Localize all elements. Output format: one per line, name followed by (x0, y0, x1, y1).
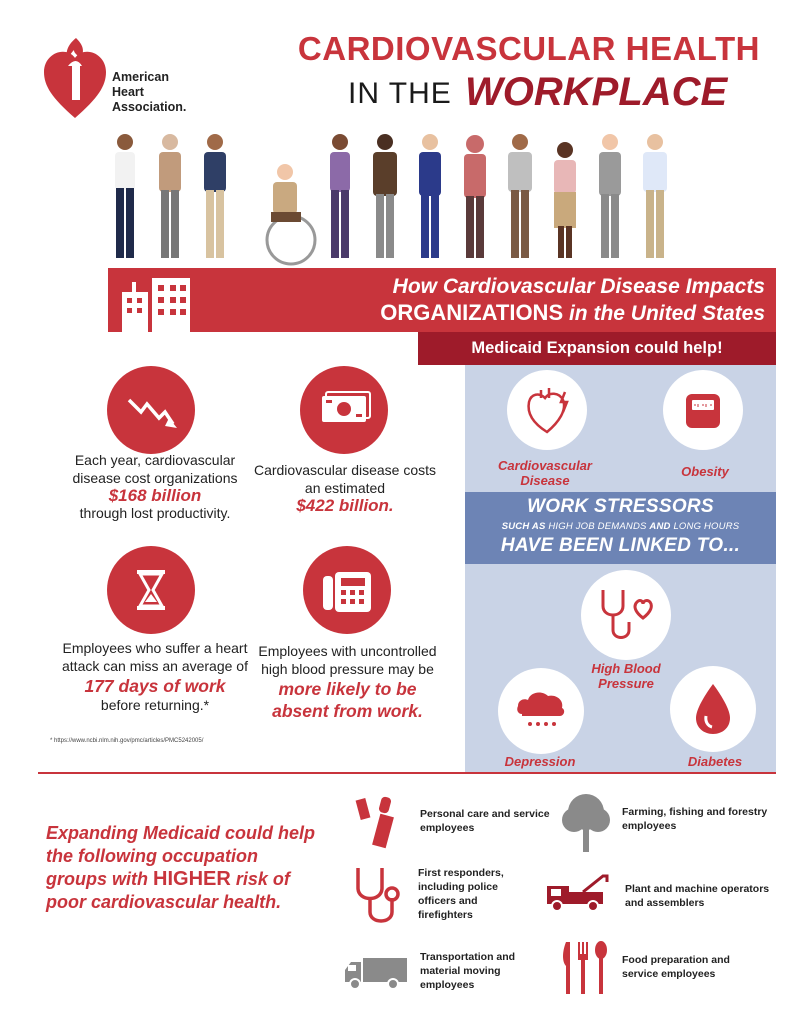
title-workplace: WORKPLACE (465, 70, 728, 114)
logo-wordmark (112, 70, 186, 115)
stat-highlight: $422 billion. (296, 496, 394, 515)
utensils-icon (558, 940, 612, 996)
buildings-icon (118, 270, 198, 332)
truck-icon (343, 952, 411, 992)
hourglass-icon (107, 546, 195, 634)
condition-label: Obesity (681, 464, 729, 479)
phone-icon (303, 546, 391, 634)
page-title: CARDIOVASCULAR HEALTH (297, 30, 760, 67)
condition-label: Diabetes (687, 754, 743, 769)
callout-text: risk of poor cardiovascular health. (46, 869, 290, 912)
stethoscope-icon (350, 862, 406, 930)
scale-icon (663, 370, 743, 450)
cloud-icon (498, 668, 584, 754)
logo-line: Association. (112, 100, 187, 114)
occupation-label: First responders, including police officers and firefighters (418, 867, 504, 921)
stat-lost-productivity (55, 452, 255, 522)
condition-circle (498, 668, 584, 754)
callout-higher: HIGHER (153, 868, 231, 890)
occupation-label: Plant and machine operators and assemblers (625, 883, 770, 909)
stat-text: before returning.* (100, 697, 210, 713)
stressors-and: AND (649, 521, 671, 532)
stressors-long-hours: LONG HOURS (673, 521, 740, 532)
condition-label: High Blood Pressure (591, 661, 661, 691)
stressors-high-demands: HIGH JOB DEMANDS (548, 521, 647, 532)
money-icon (300, 366, 388, 454)
condition-circle (581, 570, 671, 660)
stressors-examples (465, 521, 776, 532)
occupation-label: Food preparation and service employees (622, 954, 730, 980)
stat-circle (107, 546, 195, 634)
stat-circle (300, 366, 388, 454)
stat-days-missed (45, 640, 265, 715)
condition-circle (663, 370, 743, 450)
condition-circle (507, 370, 587, 450)
tree-icon (556, 790, 616, 854)
stressors-heading: WORK STRESSORS (527, 496, 714, 517)
medicaid-callout: Medicaid Expansion could help! (418, 332, 776, 365)
stat-text: Employees with uncontrolled high blood pressure may be (258, 643, 437, 677)
stat-text: through lost productivity. (79, 504, 231, 521)
stat-highlight: 177 days of work (84, 676, 226, 696)
condition-circle (670, 666, 756, 752)
stethoscope-heart-icon (581, 570, 671, 660)
stat-estimated-cost (250, 462, 440, 515)
condition-label: Cardiovascular Disease (498, 458, 592, 488)
footnote: * https://www.ncbi.nlm.nih.gov/pmc/articles/PMC5242005/ (50, 738, 204, 744)
title-in-the: IN THE (348, 77, 452, 110)
stat-text: Cardiovascular disease costs an estimated (253, 462, 437, 496)
logo-line: American (112, 70, 169, 84)
callout-text: Expanding Medicaid could help the following occupation groups with (46, 823, 316, 889)
stat-circle (107, 366, 195, 454)
stressors-linked: HAVE BEEN LINKED TO... (500, 535, 741, 556)
banner-subheading (265, 300, 765, 326)
occupation-label: Transportation and material moving employees (420, 951, 516, 991)
occupation-label: Personal care and service employees (420, 808, 550, 834)
banner-organizations: ORGANIZATIONS (380, 300, 564, 325)
occupation-label: Farming, fishing and forestry employees (622, 806, 768, 832)
section-divider (38, 772, 776, 774)
logo-line: Heart (112, 85, 144, 99)
stat-absent-from-work (250, 643, 445, 722)
stat-circle (303, 546, 391, 634)
stat-text: Employees who suffer a heart attack can miss an average of (62, 640, 248, 674)
banner-heading: How Cardiovascular Disease Impacts (392, 275, 765, 298)
person-figures (115, 134, 667, 264)
banner-location: in the United States (568, 302, 765, 325)
stat-highlight: $168 billion (108, 486, 202, 505)
lipstick-icon (352, 793, 402, 851)
workers-illustration (100, 130, 700, 270)
stat-text: Each year, cardiovascular disease cost organizations (72, 452, 238, 486)
heart-organ-icon (507, 370, 587, 450)
stat-highlight: more likely to be absent from work. (272, 679, 423, 721)
condition-label: Depression (504, 754, 576, 769)
tow-truck-icon (543, 872, 619, 912)
expanding-medicaid-callout (46, 822, 316, 914)
trend-down-icon (107, 366, 195, 454)
stressors-such-as: SUCH AS (501, 521, 546, 532)
blood-drop-icon (670, 666, 756, 752)
